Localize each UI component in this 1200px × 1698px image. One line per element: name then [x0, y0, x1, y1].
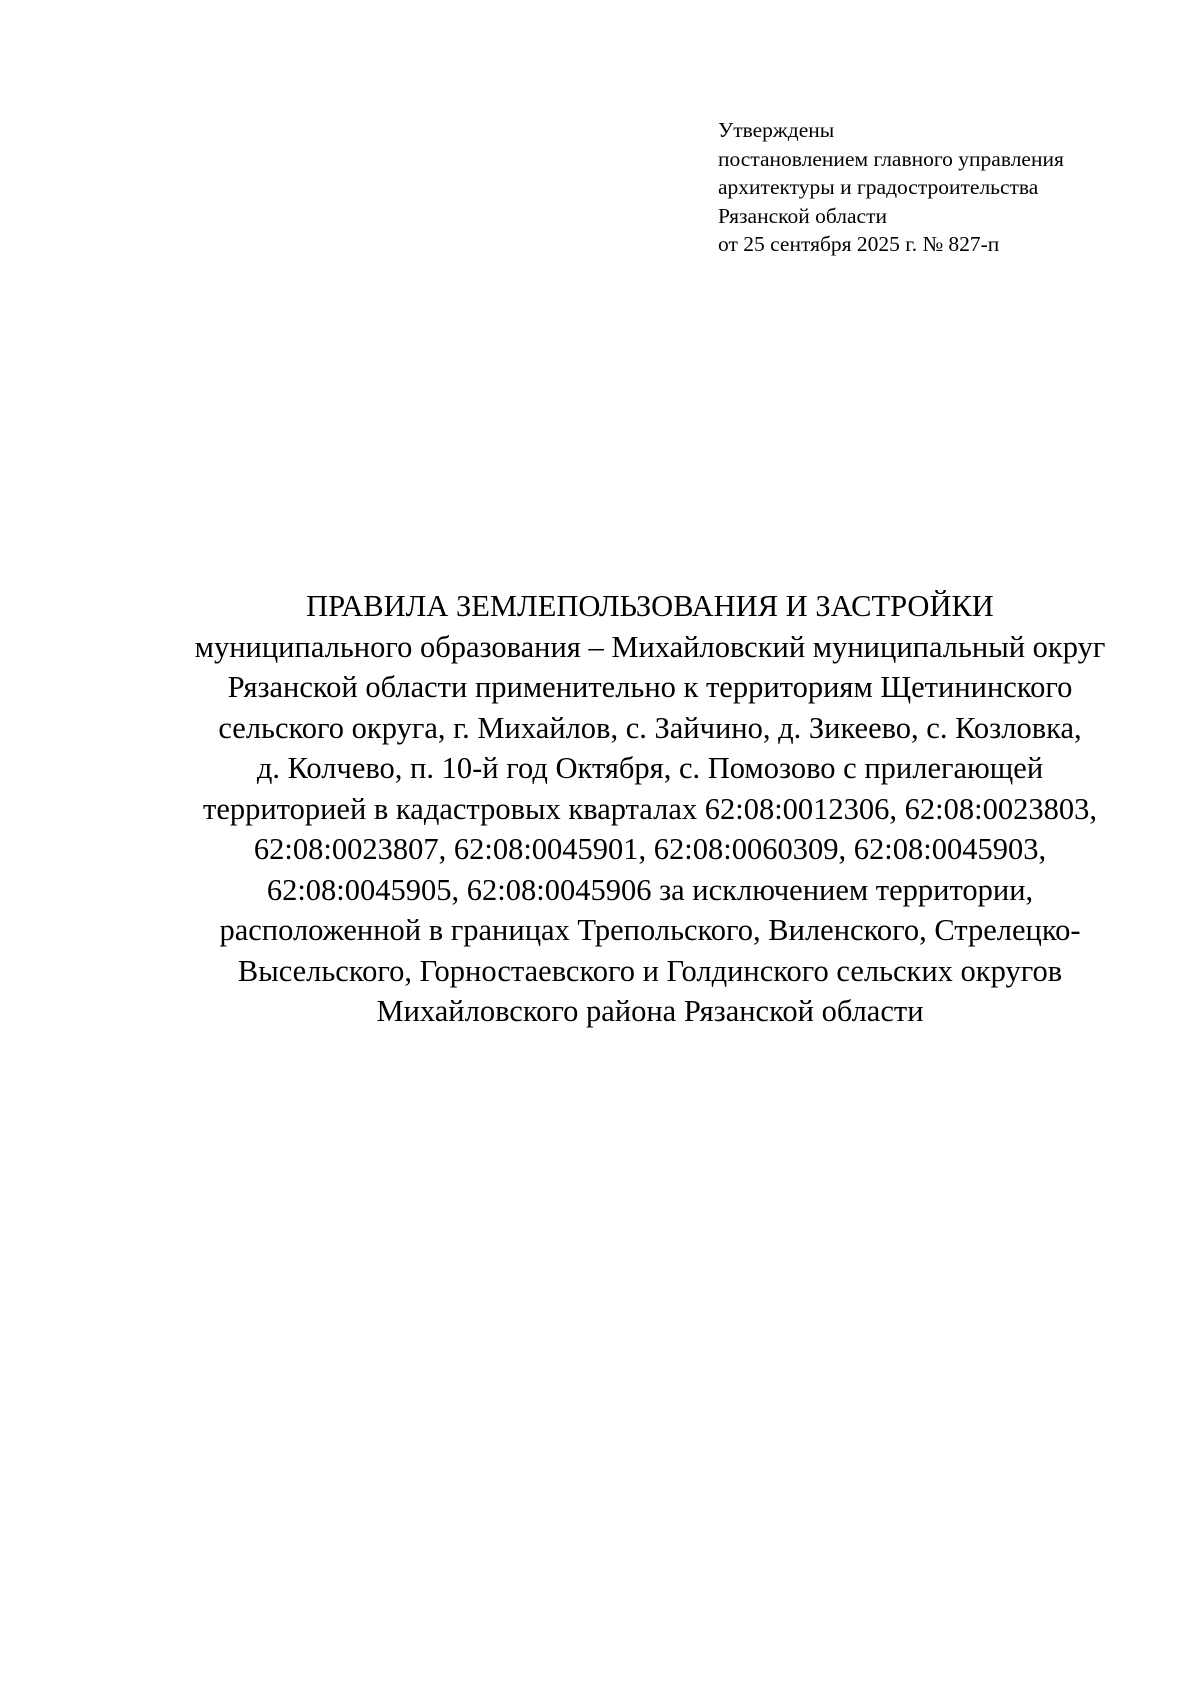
title-line: 62:08:0023807, 62:08:0045901, 62:08:0060309, 62:08:0045903,	[253, 832, 1047, 866]
title-line: д. Колчево, п. 10-й год Октября, с. Помозово с прилегающей	[256, 751, 1044, 785]
title-line: сельского округа, г. Михайлов, с. Зайчино, д. Зикеево, с. Козловка,	[218, 710, 1082, 745]
title-line: территорией в кадастровых кварталах 62:08:0012306, 62:08:0023803,	[202, 791, 1098, 826]
approval-line-approved: Утверждены	[718, 118, 835, 142]
title-line: расположенной в границах Трепольского, Виленского, Стрелецко-	[219, 913, 1081, 947]
document-heading: ПРАВИЛА ЗЕМЛЕПОЛЬЗОВАНИЯ И ЗАСТРОЙКИ	[306, 589, 994, 623]
approval-line-department: архитектуры и градостроительства	[718, 175, 1039, 199]
title-line: муниципального образования – Михайловский муниципальный округ	[194, 629, 1106, 664]
title-line: 62:08:0045905, 62:08:0045906 за исключением территории,	[266, 872, 1034, 907]
title-line: Высельского, Горностаевского и Голдинского сельских округов	[237, 953, 1063, 988]
approval-line-resolution: постановлением главного управления	[718, 146, 1064, 171]
approval-line-region: Рязанской области	[718, 203, 887, 228]
title-line: Рязанской области применительно к территориям Щетининского	[227, 670, 1073, 704]
approval-line-date-number: от 25 сентября 2025 г. № 827-п	[718, 232, 1000, 256]
approval-stamp-block	[718, 116, 1158, 259]
title-line: Михайловского района Рязанской области	[376, 994, 924, 1028]
document-title-block	[120, 586, 1180, 1032]
